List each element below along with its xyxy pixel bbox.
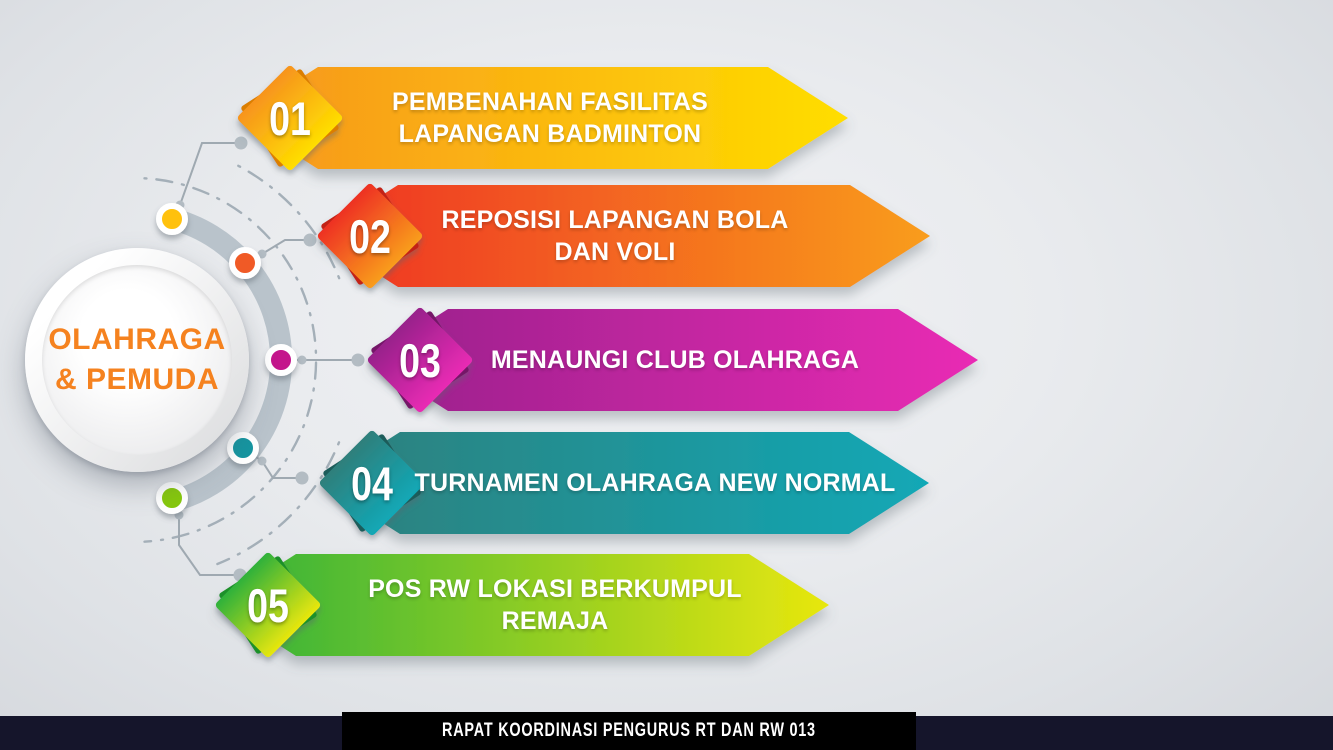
joint-dot — [352, 354, 365, 367]
topic-title-line2: & PEMUDA — [54, 363, 219, 396]
item-number-5: 05 — [247, 578, 289, 632]
item-label-4: TURNAMEN OLAHRAGA NEW NORMAL — [414, 468, 896, 497]
dot-3 — [268, 347, 294, 373]
dot-4 — [230, 435, 256, 461]
topic-title-line1: OLAHRAGA — [48, 322, 226, 356]
item-label-5: POS RW LOKASI BERKUMPUL REMAJA — [368, 574, 742, 635]
joint-dot — [304, 234, 317, 247]
dot-5 — [159, 485, 185, 511]
topic-circle — [25, 248, 249, 472]
item-label-1: PEMBENAHAN FASILITAS LAPANGAN BADMINTON — [391, 87, 709, 148]
joint-dot — [296, 472, 309, 485]
item-label-2: REPOSISI LAPANGAN BOLA DAN VOLI — [441, 205, 789, 266]
item-number-3: 03 — [399, 333, 441, 387]
item-label-3: MENAUNGI CLUB OLAHRAGA — [490, 345, 860, 374]
item-number-1: 01 — [269, 91, 311, 145]
item-number-4: 04 — [351, 456, 393, 510]
footer-title: RAPAT KOORDINASI PENGURUS RT DAN RW 013 — [442, 720, 816, 741]
joint-dot — [258, 457, 267, 466]
item-number-2: 02 — [349, 209, 391, 263]
footer-title-box — [342, 712, 916, 750]
joint-dot — [235, 137, 248, 150]
topic-circle-inner — [42, 265, 232, 455]
dot-2 — [232, 250, 258, 276]
dot-1 — [159, 206, 185, 232]
joint-dot — [298, 356, 307, 365]
